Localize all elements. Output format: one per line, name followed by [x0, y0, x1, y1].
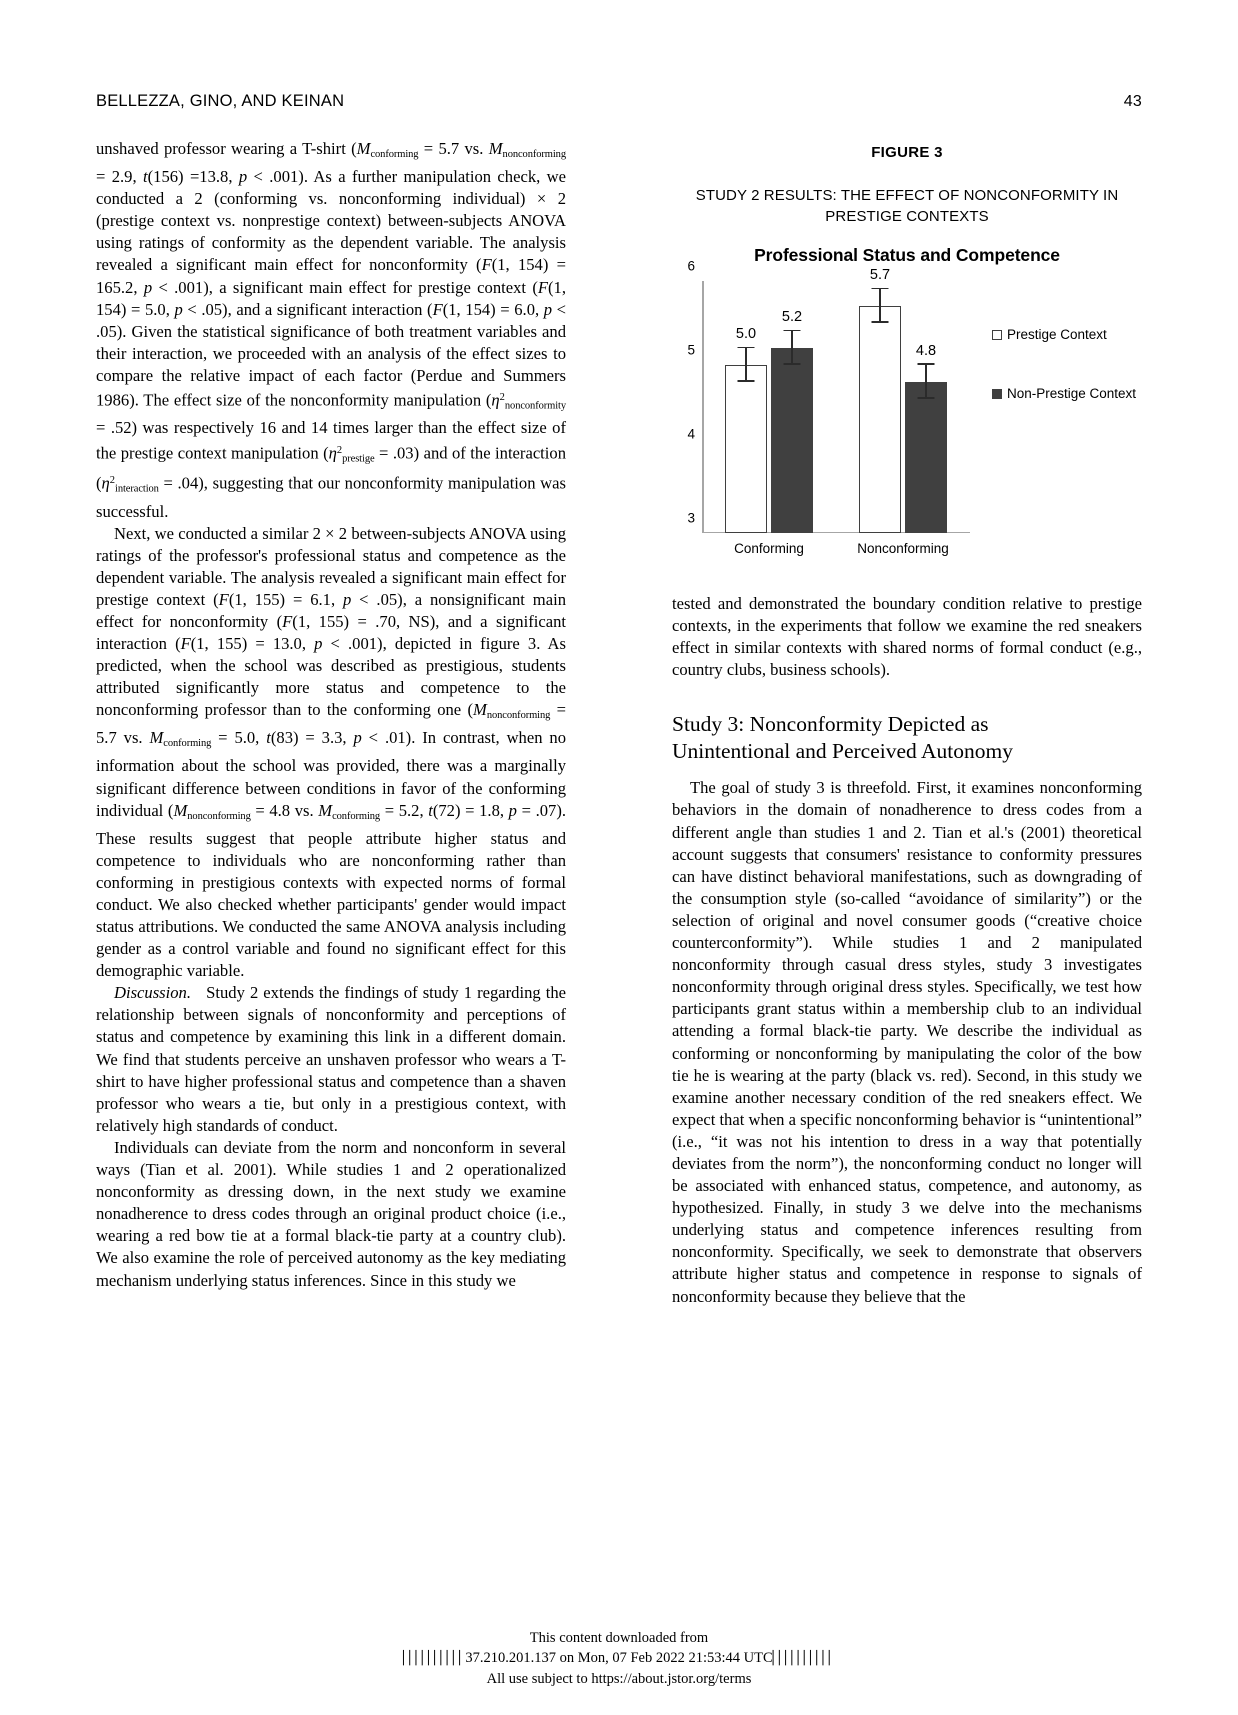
error-bar — [879, 289, 881, 323]
figure-caption — [672, 185, 1142, 227]
paragraph-after-figure: tested and demonstrated the boundary condition relative to prestige contexts, in the experiments that follow we examine the red sneakers effect in similar contexts with shared norms of formal conduct (e.g., country clubs, business schools). — [672, 594, 1142, 680]
error-bar-cap — [918, 397, 935, 399]
chart-legend — [992, 327, 1142, 401]
paragraph-3: Discussion. Study 2 extends the findings of study 1 regarding the relationship between signals of nonconformity and perceptions of status and competence by examining this link in a different domain. We find that students perceive an unshaven professor who wears a T-shirt to have higher professional status and competence than a shaven professor who wears a tie, but only in a prestigious context, with relatively high standards of conduct. — [96, 983, 566, 1135]
paragraph-2: Next, we conducted a similar 2 × 2 between-subjects ANOVA using ratings of the professor's professional status and competence as the dependent variable. The analysis revealed a significant main effect for prestige context (F(1, 155) = 6.1, p < .05), a nonsignificant main effect for nonconformity (F(1, 155) = .70, NS), and a significant interaction (F(1, 155) = 13.0, p < .001), depicted in figure 3. As predicted, when the school was described as prestigious, students attributed significantly more status and competence to the nonconforming professor than to the conforming one ($M_{nonconforming} = 5.7$ vs. $M_{conforming} = 5.0$, t(83) = 3.3, p < .01). In contrast, when no information about the school was provided, there was a marginally significant difference between conditions in favor of the conforming individual ($M_{nonconforming} = 4.8$ vs. $M_{conforming} = 5.2$, t(72) = 1.8, p = .07). These results suggest that people attribute higher status and competence to individuals who are nonconforming rather than conforming in prestigious contexts with expected norms of formal conduct. We also checked whether participants' gender would impact status attributions. We conducted the same ANOVA analysis including gender as a control variable and found no significant effect for this demographic variable. — [96, 523, 567, 981]
running-head — [96, 92, 1142, 111]
legend-item — [992, 327, 1142, 342]
bar-value-label: 5.7 — [869, 267, 891, 284]
page-footer — [0, 1628, 1238, 1689]
error-bar-cap — [918, 363, 935, 365]
footer-ip-timestamp: 37.210.201.137 on Mon, 07 Feb 2022 21:53:44 UTC — [465, 1650, 773, 1666]
figure-caption-line-1: STUDY 2 RESULTS: THE EFFECT OF NONCONFORMITY IN — [695, 187, 1119, 204]
error-bar-cap — [872, 321, 889, 323]
footer-hatch-left: ▏▏▏▏▏▏▏▏▏▏ — [403, 1651, 466, 1666]
section-heading-line-2: Unintentional and Perceived Autonomy — [672, 739, 1013, 764]
error-bar — [925, 365, 927, 399]
x-axis-category-label: Conforming — [734, 541, 804, 556]
section-heading-study-3 — [672, 711, 1142, 765]
error-bar — [791, 331, 793, 365]
bar-conforming-prestige-context — [725, 365, 767, 533]
bar-value-label: 5.2 — [781, 309, 803, 326]
paragraph-4: Individuals can deviate from the norm and nonconform in several ways (Tian et al. 2001). While studies 1 and 2 operationalized nonconformity as dressing down, in the next study we examine nonadherence to dress codes through an original product choice (i.e., wearing a red bow tie at a formal black-tie party at a country club). We also examine the role of perceived autonomy as the key mediating mechanism underlying status inferences. Since in this study we — [96, 1137, 566, 1290]
x-axis-category-label: Nonconforming — [857, 541, 949, 556]
error-bar-cap — [738, 380, 755, 382]
footer-hatch-right: ▏▏▏▏▏▏▏▏▏▏ — [772, 1651, 835, 1666]
legend-swatch-icon — [992, 330, 1002, 340]
chart-title: Professional Status and Competence — [754, 245, 1060, 265]
bar-nonconforming-non-prestige-context — [905, 382, 947, 533]
y-axis-tick-label: 3 — [687, 510, 695, 526]
error-bar-cap — [784, 363, 801, 365]
legend-swatch-icon — [992, 389, 1002, 399]
body-columns — [96, 138, 1142, 1558]
figure-caption-line-2: PRESTIGE CONTEXTS — [825, 208, 989, 225]
footer-line-1: This content downloaded from — [529, 1630, 709, 1646]
bar-value-label: 5.0 — [735, 326, 757, 343]
bar-conforming-non-prestige-context — [771, 348, 813, 533]
error-bar-cap — [872, 288, 889, 290]
legend-label: Non-Prestige Context — [1007, 386, 1137, 401]
legend-label: Prestige Context — [1007, 327, 1107, 342]
paragraph-1: unshaved professor wearing a T-shirt ($M_{conforming} = 5.7$ vs. $M_{nonconforming} = 2.9$, t(156) =13.8, p < .001). As a further manipulation check, we conducted a 2 (conforming vs. nonconforming individual) × 2 (prestige context vs. nonprestige context) between-subjects ANOVA using ratings of conformity as the dependent variable. The analysis revealed a significant main effect for nonconformity (F(1, 154) = 165.2, p < .001), a significant main effect for prestige context (F(1, 154) = 5.0, p < .05), and a significant interaction (F(1, 154) = 6.0, p < .05). Given the statistical significance of both treatment variables and their interaction, we proceeded with an analysis of the effect sizes to compare the relative impact of each factor (Perdue and Summers 1986). The effect size of the nonconformity manipulation $(\eta^2_{nonconformity} = .52)$ was respectively 16 and 14 times larger than the effect size of the prestige context manipulation $(\eta^2_{prestige} = .03)$ and of the interaction $(\eta^2_{interaction} = .04)$, suggesting that our nonconformity manipulation was successful. — [96, 139, 567, 521]
right-column — [672, 138, 1142, 1308]
running-head-authors: BELLEZZA, GINO, AND KEINAN — [96, 92, 345, 110]
bar-nonconforming-prestige-context — [859, 306, 901, 533]
page-folio: 43 — [1123, 93, 1142, 110]
y-axis-tick-label: 4 — [687, 426, 695, 442]
figure-label: FIGURE 3 — [871, 144, 943, 161]
chart-plot-area — [687, 258, 970, 556]
figure-3 — [672, 144, 1142, 567]
paragraph-study3-1: The goal of study 3 is threefold. First, it examines nonconforming behaviors in the domain of nonadherence to dress codes from a different angle than studies 1 and 2. Tian et al.'s (2001) theoretical account suggests that consumers' resistance to conformity pressures can have distinct behavioral manifestations, such as downgrading of the consumption style (so-called “avoidance of similarity”) or the selection of original and novel consumer goods (“creative choice counterconformity”). While studies 1 and 2 manipulated nonconformity through casual dress styles, study 3 investigates nonconformity through original dress styles. Specifically, we test how participants grant status within a membership club to an individual attending a formal black-tie party. We describe the individual as conforming or nonconforming by manipulating the color of the bow tie he is wearing at the party (black vs. red). Second, in this study we examine another necessary condition of the red sneakers effect. We expect that when a specific nonconforming behavior is “unintentional” (i.e., “it was not his intention to dress in a way that potentially deviates from the norm”), the nonconforming conduct no longer will be associated with enhanced status, competence, and autonomy, as hypothesized. Finally, in study 3 we delve into the mechanisms underlying status and competence inferences resulting from nonconformity. Specifically, we seek to demonstrate that observers attribute higher status and competence in response to signals of nonconformity because they believe that the — [672, 778, 1142, 1306]
bar-value-label: 4.8 — [915, 343, 937, 359]
legend-item — [992, 386, 1142, 401]
bar-chart — [672, 245, 1142, 567]
y-axis-tick-label: 5 — [687, 342, 695, 358]
error-bar-cap — [738, 347, 755, 349]
error-bar — [745, 348, 747, 382]
y-axis-tick-label: 6 — [687, 258, 695, 274]
section-heading-line-1: Study 3: Nonconformity Depicted as — [672, 712, 989, 737]
left-column — [96, 138, 566, 1292]
footer-line-2 — [0, 1648, 1238, 1669]
y-axis-line — [702, 281, 704, 533]
error-bar-cap — [784, 330, 801, 332]
footer-line-3: All use subject to https://about.jstor.org/terms — [486, 1671, 752, 1687]
